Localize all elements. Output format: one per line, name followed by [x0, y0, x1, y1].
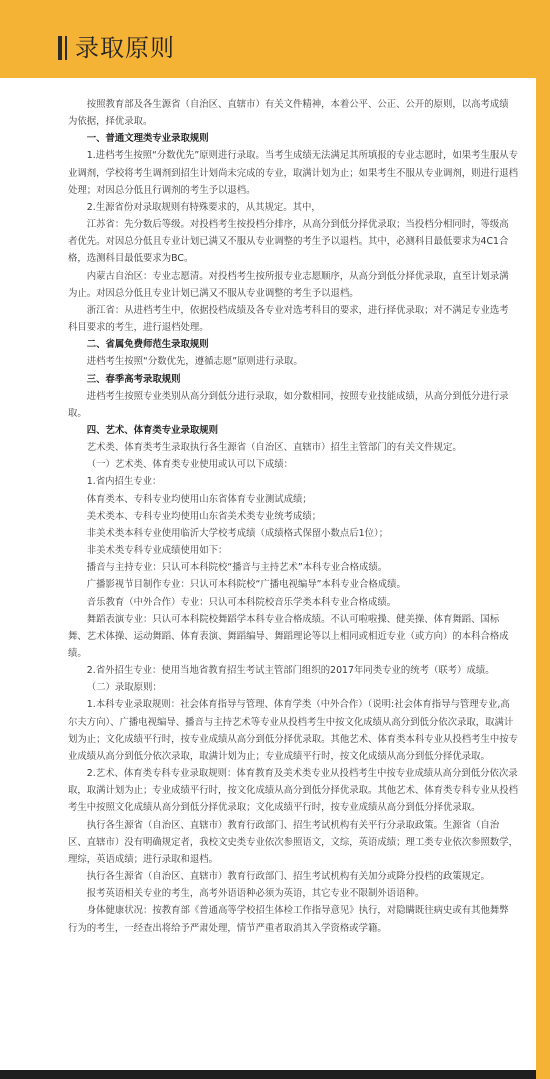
document-body — [68, 96, 518, 937]
paragraph: 播音与主持专业：只认可本科院校“播音与主持艺术”本科专业合格成绩。 — [86, 562, 388, 574]
page-title-text: 录取原则 — [75, 34, 175, 62]
right-accent-rail — [536, 78, 550, 1079]
paragraph: 2.生源省份对录取规则有特殊要求的，从其规定。其中， — [86, 201, 321, 213]
paragraph: 进档考生按照专业类别从高分到低分进行录取，如分数相同，按照专业技能成绩，从高分到低分进行录取。 — [68, 390, 509, 419]
page-title — [58, 34, 175, 62]
paragraph: 执行各生源省（自治区、直辖市）教育行政部门、招生考试机构有关加分或降分投档的政策规定。 — [86, 871, 490, 883]
title-marker-thin-icon — [65, 36, 67, 60]
section-heading: 四、艺术、体育类专业录取规则 — [86, 424, 219, 436]
paragraph: 音乐教育（中外合作）专业：只认可本科院校音乐学类本科专业合格成绩。 — [86, 596, 397, 608]
title-marker-icon — [58, 36, 62, 60]
paragraph: 体育类本、专科专业均使用山东省体育专业测试成绩； — [86, 493, 312, 505]
paragraph: （一）艺术类、体育类专业使用或认可以下成绩： — [86, 459, 294, 471]
paragraph: 非美术类本科专业使用临沂大学校考成绩（成绩格式保留小数点后1位）； — [86, 527, 389, 539]
paragraph: 1.进档考生按照“分数优先”原则进行录取。当考生成绩无法满足其所填报的专业志愿时，如果考生服从专业调剂，学校将考生调剂到招生计划尚未完成的专业，取满计划为止；如果考生不服从专业调剂，则进行退档处理；对因总分低且行调剂的考生予以退档。 — [68, 150, 519, 196]
section-heading: 一、普通文理类专业录取规则 — [86, 133, 209, 145]
paragraph: 浙江省：从进档考生中，依据投档成绩及各专业对选考科目的要求，进行择优录取；对不满足专业选考科目要求的考生，进行退档处理。 — [68, 304, 509, 334]
paragraph: 艺术类、体育类考生录取执行各生源省（自治区、直辖市）招生主管部门的有关文件规定。 — [86, 442, 462, 454]
paragraph: 进档考生按照“分数优先，遵循志愿”原则进行录取。 — [86, 356, 303, 368]
paragraph: 舞蹈表演专业：只认可本科院校舞蹈学本科专业合格成绩。不认可啦啦操、健美操、体育舞蹈、国标舞、艺术体操、运动舞蹈、体育表演、舞蹈编导、舞蹈理论等以上相同或相近专业（或方向）的本科合格成绩。 — [68, 613, 509, 659]
paragraph: 身体健康状况：按教育部《普通高等学校招生体检工作指导意见》执行，对隐瞒既往病史或有其他舞弊行为的考生，一经查出将给予严肃处理，情节严重者取消其入学资格或学籍。 — [68, 905, 509, 934]
paragraph: 报考英语相关专业的考生，高考外语语种必须为英语，其它专业不限制外语语种。 — [86, 888, 425, 900]
paragraph: 非美术类专科专业成绩使用如下： — [86, 545, 228, 557]
paragraph: 江苏省：先分数后等级。对投档考生按投档分排序，从高分到低分择优录取；当投档分相同时，等级高者优先。对因总分低且专业计划已满又不服从专业调整的考生予以退档。其中，必测科目最低要求为4C1合格，选测科目最低要求为BC。 — [68, 219, 509, 265]
section-heading: 二、省属免费师范生录取规则 — [86, 339, 209, 351]
paragraph: 2.艺术、体育类专科专业录取规则：体育教育及美术类专业从投档考生中按专业成绩从高分到低分依次录取，取满计划为止；专业成绩平行时，按文化成绩从高分到低分择优录取。其他艺术、体育类专科专业从投档考生中按照文化成绩从高分到低分择优录取；文化成绩平行时，按专业成绩从高分到低分择优录取。 — [68, 768, 519, 814]
paragraph: 广播影视节目制作专业：只认可本科院校“广播电视编导”本科专业合格成绩。 — [86, 579, 406, 591]
paragraph: 内蒙古自治区：专业志愿清。对投档考生按所报专业志愿顺序，从高分到低分择优录取，直至计划录满为止。对因总分低且专业计划已满又不服从专业调整的考生予以退档。 — [68, 270, 509, 299]
paragraph: 1.本科专业录取规则：社会体育指导与管理、体育学类（中外合作）（说明:社会体育指导与管理专业,高尔夫方向）、广播电视编导、播音与主持艺术等专业从投档考生中按文化成绩从高分到低分依次录取，取满计划为止；文化成绩平行时，按专业成绩从高分到低分择优录取。其他艺术、体育类本科专业从投档考生中按专业成绩从高分到低分依次录取，取满计划为止；专业成绩平行时，按文化成绩从高分到低分择优录取。 — [68, 699, 519, 762]
paragraph: 按照教育部及各生源省（自治区、直辖市）有关文件精神，本着公平、公正、公开的原则，以高考成绩为依据，择优录取。 — [68, 99, 509, 128]
paragraph: 执行各生源省（自治区、直辖市）教育行政部门、招生考试机构有关平行分录取政策。生源省（自治区、直辖市）没有明确规定者，我校文史类专业依次参照语文，文综，英语成绩；理工类专业依次参照数学，理综，英语成绩；进行录取和退档。 — [68, 819, 519, 865]
paragraph: 1.省内招生专业： — [86, 476, 162, 488]
paragraph: 2.省外招生专业：使用当地省教育招生考试主管部门组织的2017年同类专业的统考（联考）成绩。 — [86, 665, 495, 677]
paragraph: （二）录取原则： — [86, 682, 162, 694]
footer-bar — [0, 1070, 536, 1079]
paragraph: 美术类本、专科专业均使用山东省美术类专业统考成绩； — [86, 510, 322, 522]
section-heading: 三、春季高考录取规则 — [86, 373, 181, 385]
